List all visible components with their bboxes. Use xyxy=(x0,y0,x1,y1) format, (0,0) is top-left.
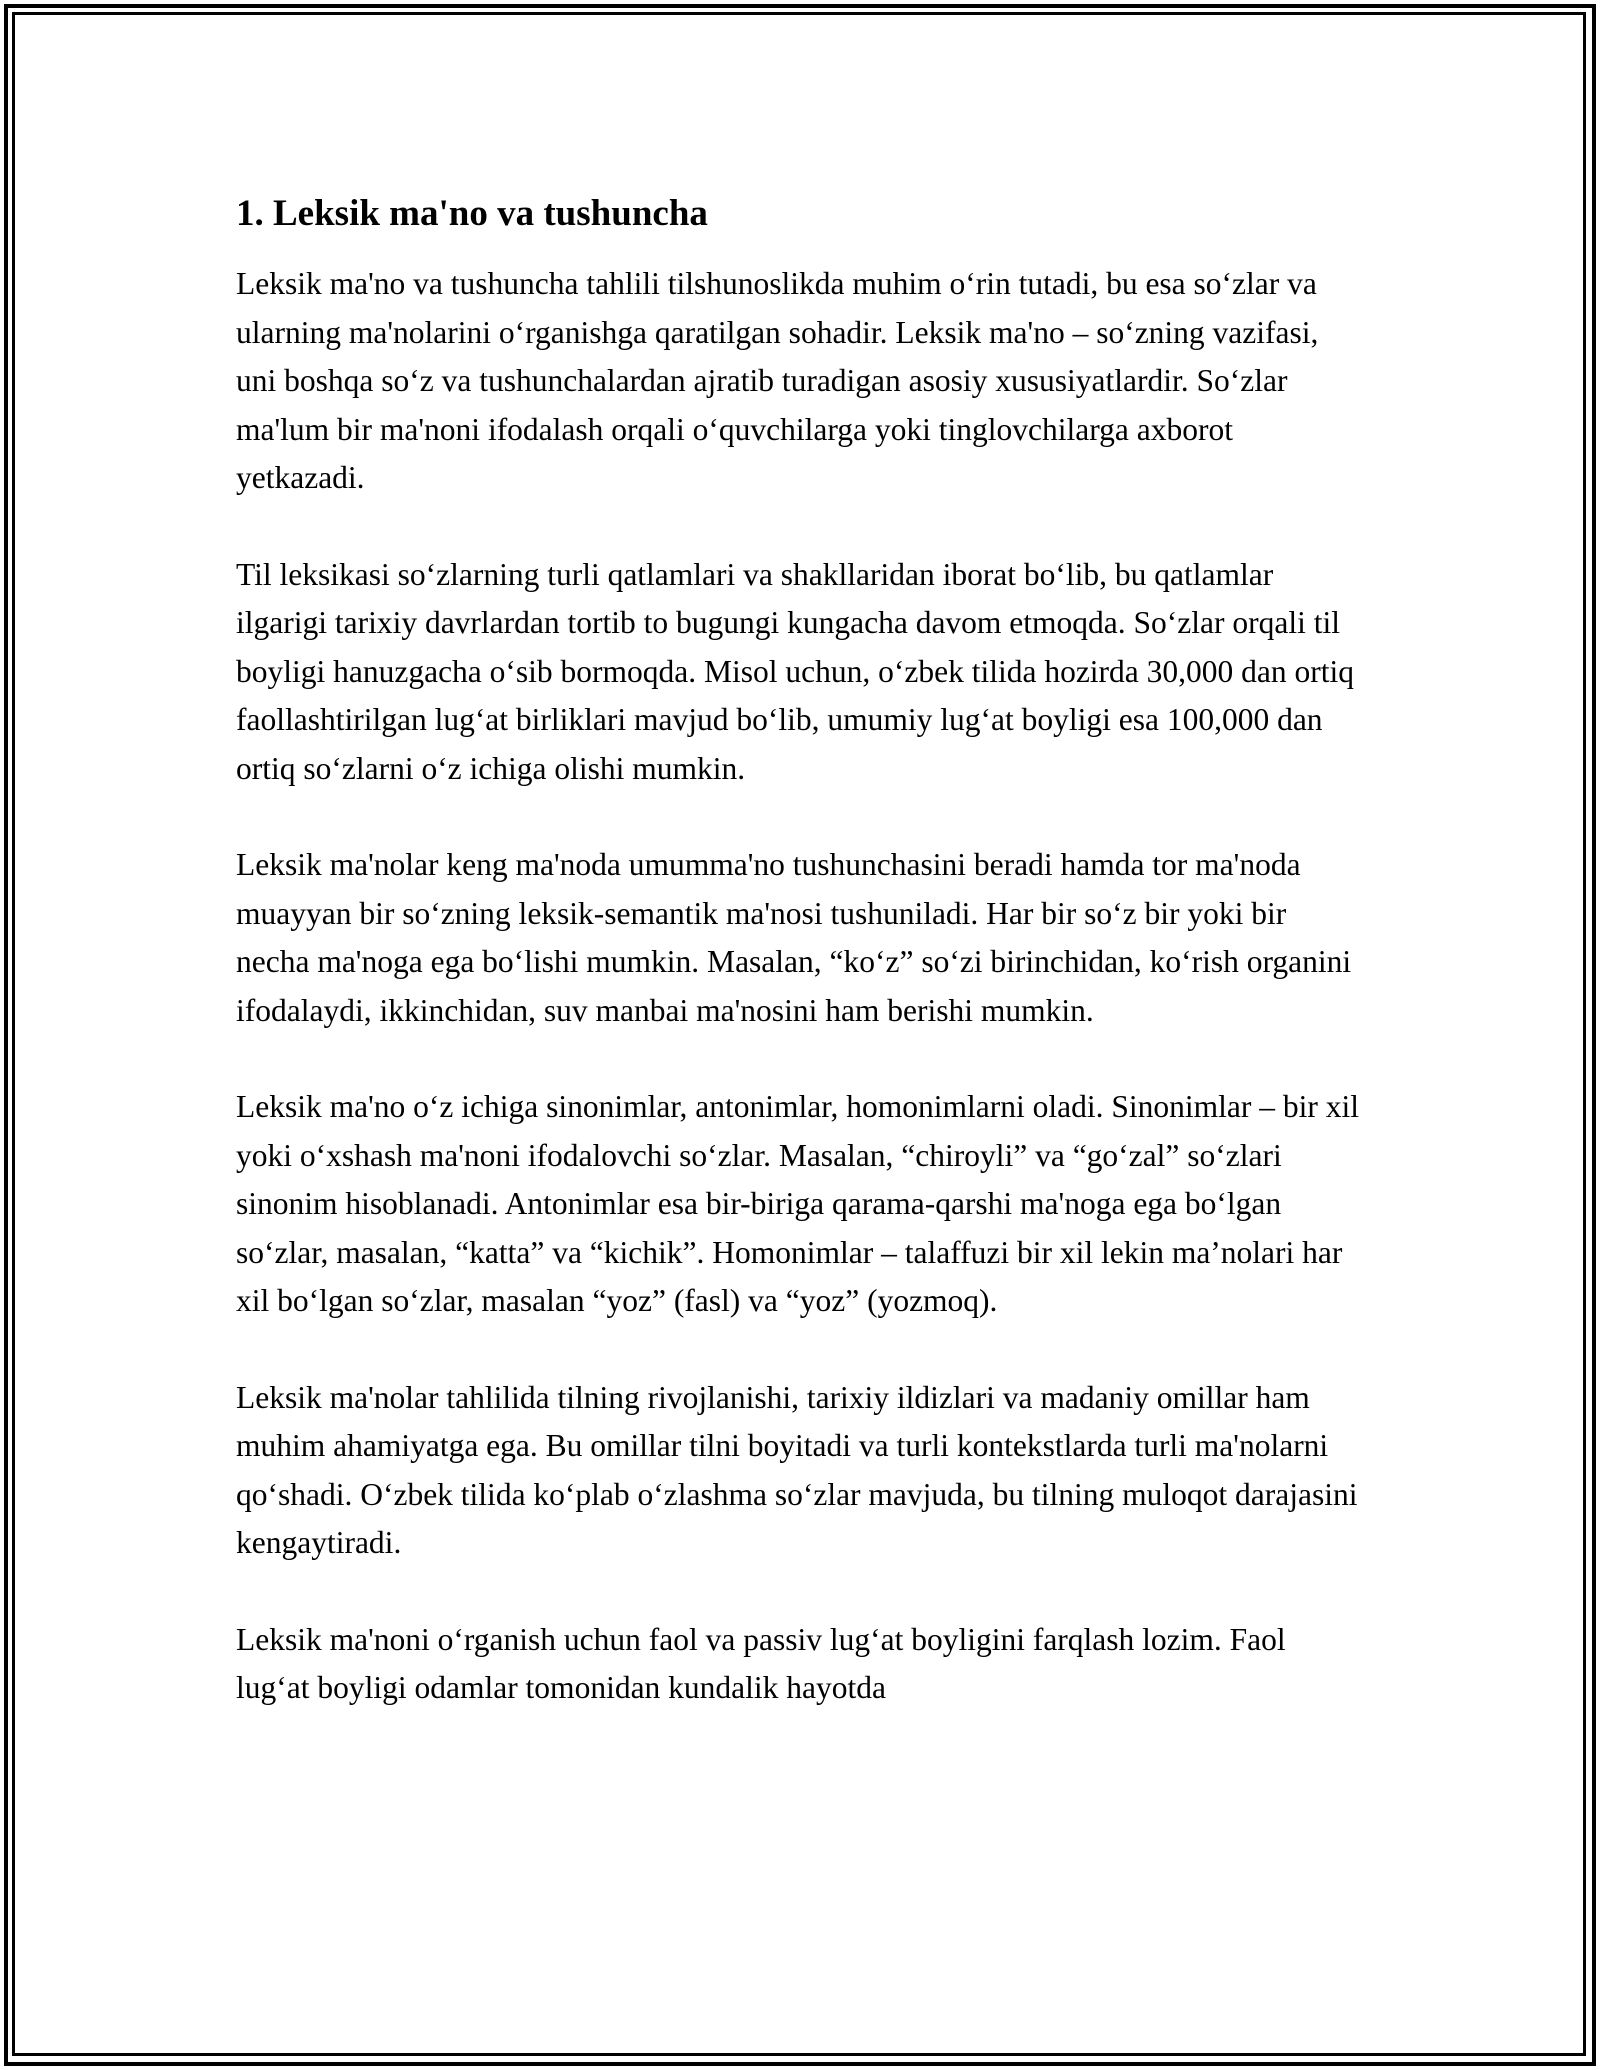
section-heading: 1. Leksik ma'no va tushuncha xyxy=(236,193,708,234)
paragraph-6: Leksik ma'noni o‘rganish uchun faol va passiv lug‘at boyligini farqlash lozim. Faol lug‘at boyligi odamlar tomonidan kundalik hayotda xyxy=(236,1621,1286,1705)
paragraph-3: Leksik ma'nolar keng ma'noda umumma'no tushunchasini beradi hamda tor ma'noda muayyan bir so‘zning leksik-semantik ma'nosi tushuniladi. Har bir so‘z bir yoki bir necha ma'noga ega bo‘lishi mumkin. Masalan, “ko‘z” so‘zi birinchidan, ko‘rish organini ifodalaydi, ikkinchidan, suv manbai ma'nosini ham berishi mumkin. xyxy=(236,847,1352,1028)
paragraph-5: Leksik ma'nolar tahlilida tilning rivojlanishi, tarixiy ildizlari va madaniy omillar ham muhim ahamiyatga ega. Bu omillar tilni boyitadi va turli kontekstlarda turli ma'nolarni qo‘shadi. O‘zbek tilida ko‘plab o‘zlashma so‘zlar mavjuda, bu tilning muloqot darajasini kengaytiradi. xyxy=(236,1379,1358,1560)
document-body xyxy=(236,188,1366,1761)
paragraph-4: Leksik ma'no o‘z ichiga sinonimlar, antonimlar, homonimlarni oladi. Sinonimlar – bir xil yoki o‘xshash ma'noni ifodalovchi so‘zlar. Masalan, “chiroyli” va “go‘zal” so‘zlari sinonim hisoblanadi. Antonimlar esa bir-biriga qarama-qarshi ma'noga ega bo‘lgan so‘zlar, masalan, “katta” va “kichik”. Homonimlar – talaffuzi bir xil lekin ma’nolari har xil bo‘lgan so‘zlar, masalan “yoz” (fasl) va “yoz” (yozmoq). xyxy=(236,1089,1359,1318)
paragraph-1: Leksik ma'no va tushuncha tahlili tilshunoslikda muhim o‘rin tutadi, bu esa so‘zlar va ularning ma'nolarini o‘rganishga qaratilgan sohadir. Leksik ma'no – so‘zning vazifasi, uni boshqa so‘z va tushunchalardan ajratib turadigan asosiy xususiyatlardir. So‘zlar ma'lum bir ma'noni ifodalash orqali o‘quvchilarga yoki tinglovchilarga axborot yetkazadi. xyxy=(236,266,1319,495)
paragraph-2: Til leksikasi so‘zlarning turli qatlamlari va shakllaridan iborat bo‘lib, bu qatlamlar ilgarigi tarixiy davrlardan tortib to bugungi kungacha davom etmoqda. So‘zlar orqali til boyligi hanuzgacha o‘sib bormoqda. Misol uchun, o‘zbek tilida hozirda 30,000 dan ortiq faollashtirilgan lug‘at birliklari mavjud bo‘lib, umumiy lug‘at boyligi esa 100,000 dan ortiq so‘zlarni o‘z ichiga olishi mumkin. xyxy=(236,556,1355,786)
